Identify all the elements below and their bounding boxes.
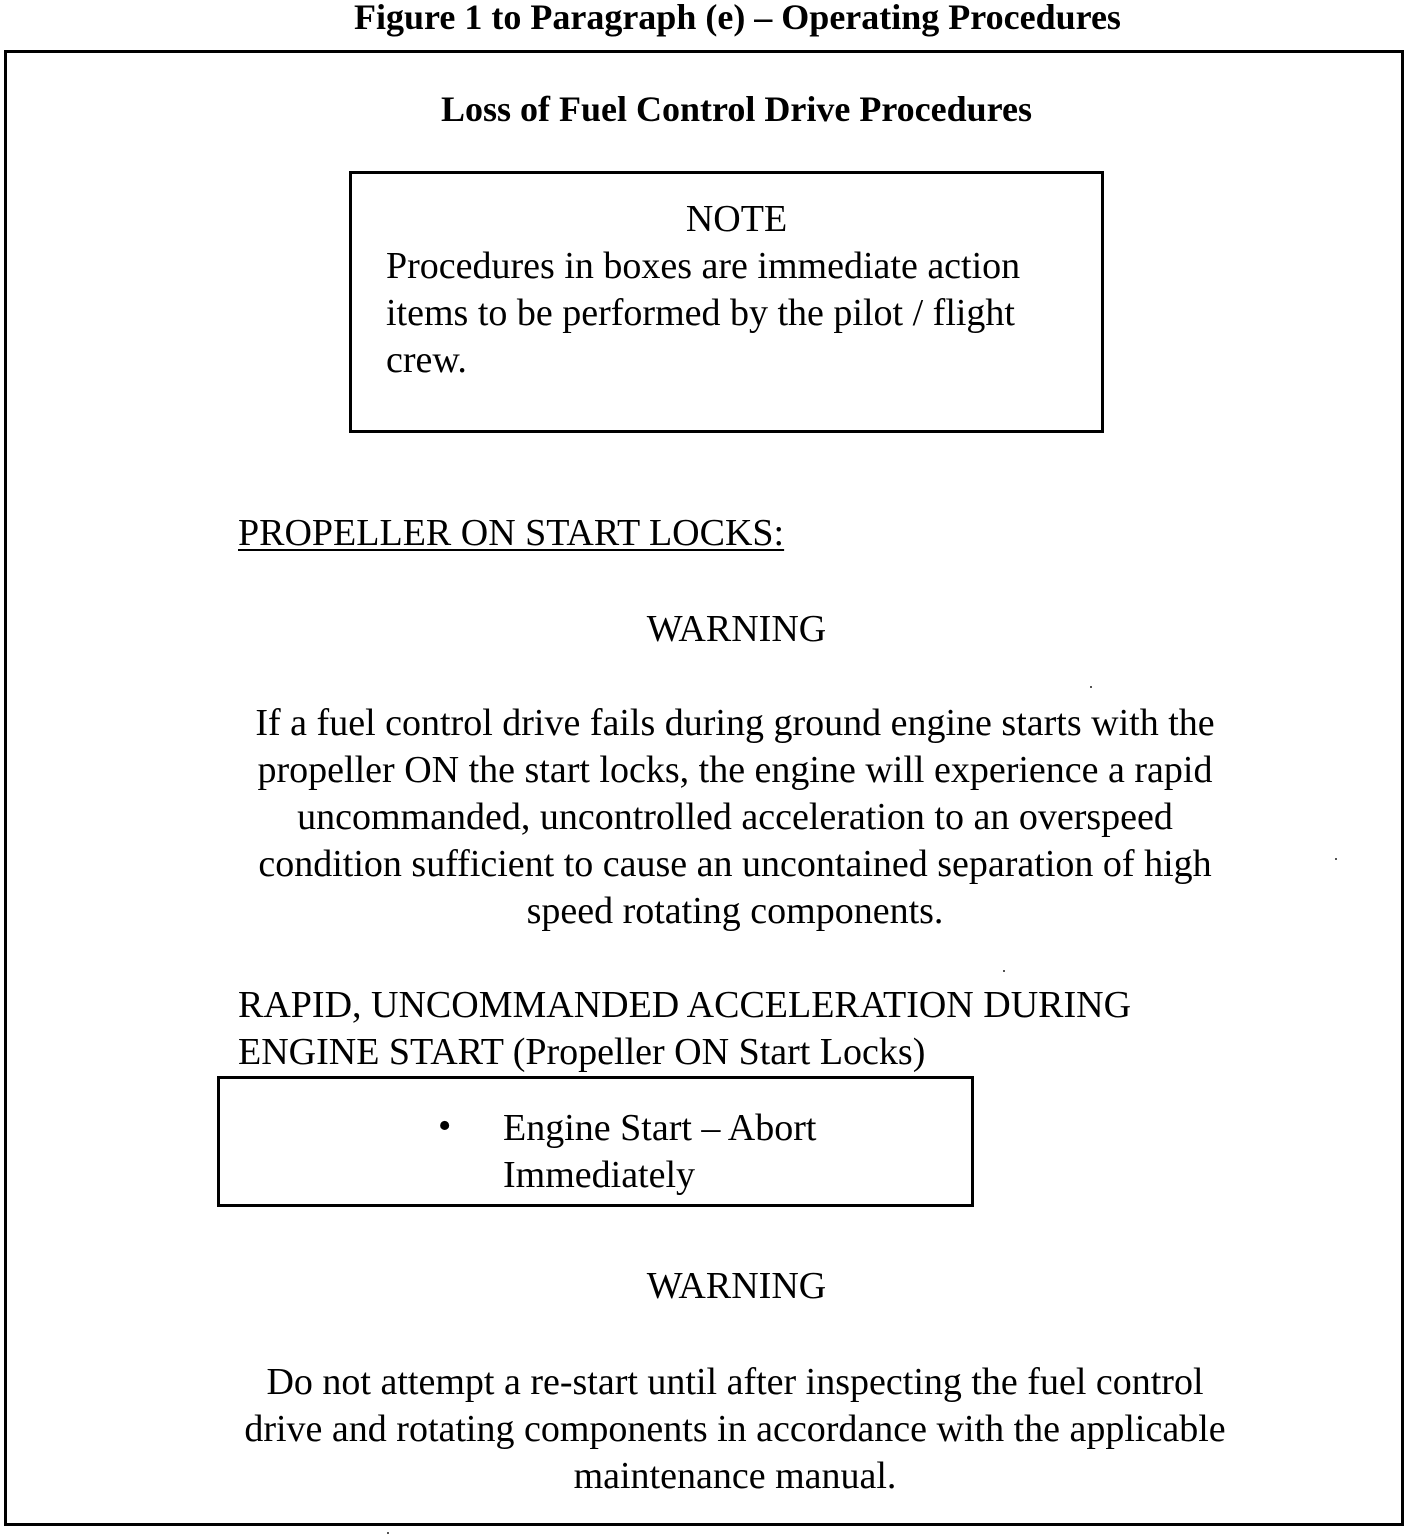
scan-speck [1335,858,1337,860]
bullet-icon: • [438,1105,452,1147]
propeller-on-start-locks-heading: PROPELLER ON START LOCKS: [238,512,785,554]
note-heading: NOTE [685,198,788,240]
section-title: Loss of Fuel Control Drive Procedures [441,89,1032,129]
warning-text-1: If a fuel control drive fails during ground engine starts with the propeller ON the start locks, the engine will experience a rapid uncommanded, uncontrolled acceleration to an overspeed condition sufficient to cause an uncontained separation of high speed rotating components. [255,702,1215,932]
scan-speck [1003,970,1005,972]
warning-label-2: WARNING [646,1265,827,1307]
figure-title: Figure 1 to Paragraph (e) – Operating Procedures [354,0,1121,37]
condition-heading: RAPID, UNCOMMANDED ACCELERATION DURING ENGINE START (Propeller ON Start Locks) [238,984,1132,1073]
note-body: Procedures in boxes are immediate action items to be performed by the pilot / flight crew. [386,245,1021,381]
warning-label-1: WARNING [646,608,827,650]
action-item: Engine Start – Abort Immediately [503,1107,817,1196]
scan-speck [387,1532,389,1534]
scan-speck [1090,686,1092,688]
warning-text-2: Do not attempt a re-start until after inspecting the fuel control drive and rotating components in accordance with the applicable maintenance manual. [244,1361,1226,1497]
